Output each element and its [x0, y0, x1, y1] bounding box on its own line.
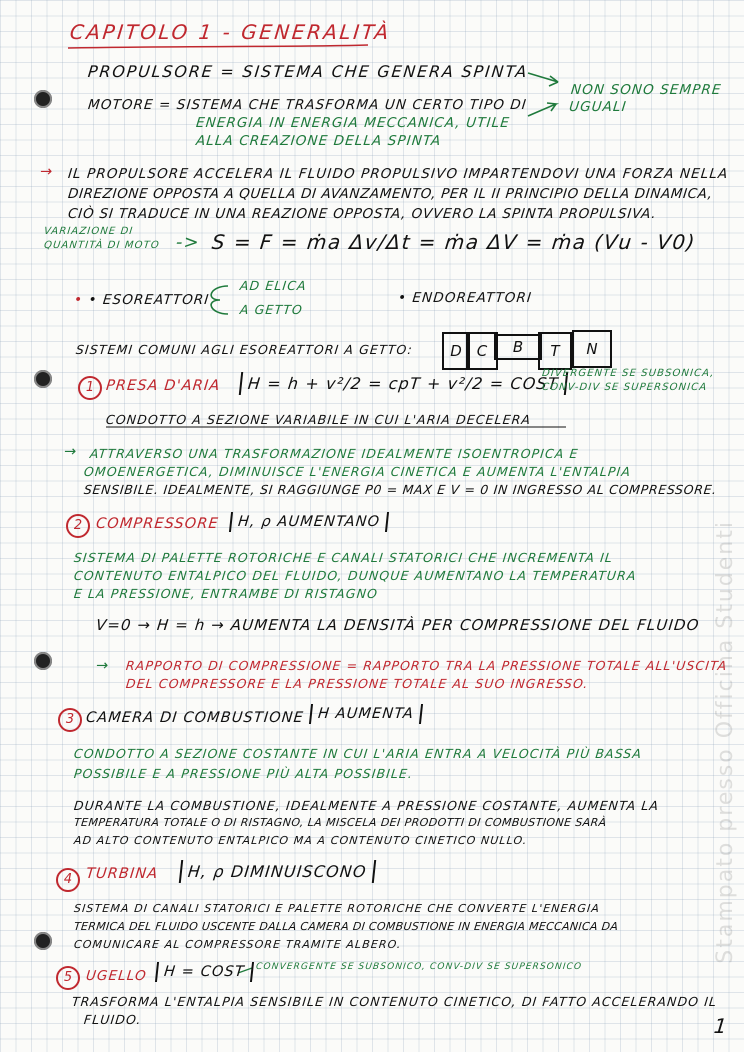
- section-2-number: 2: [66, 514, 90, 538]
- section-4-line-3: COMUNICARE AL COMPRESSORE TRAMITE ALBERO.: [73, 938, 403, 951]
- intro-line-3: CIÒ SI TRADUCE IN UNA REAZIONE OPPOSTA, OVVERO LA SPINTA PROPULSIVA.: [67, 206, 658, 222]
- section-2-line-5: RAPPORTO DI COMPRESSIONE = RAPPORTO TRA LA PRESSIONE TOTALE ALL'USCITA: [125, 658, 729, 673]
- section-3-formula: H AUMENTA: [309, 704, 423, 724]
- section-2-arrow: →: [95, 658, 111, 674]
- class-eso: • • ESOREATTORI: [73, 292, 211, 308]
- formula-arrow: ->: [174, 232, 201, 253]
- page-number: 1: [712, 1014, 730, 1038]
- def-motore-1: MOTORE = SISTEMA CHE TRASFORMA UN CERTO TIPO DI: [87, 97, 528, 113]
- def-motore-2: ENERGIA IN ENERGIA MECCANICA, UTILE: [195, 115, 511, 131]
- section-5-number: 5: [56, 966, 80, 990]
- components-intro: SISTEMI COMUNI AGLI ESOREATTORI A GETTO:: [75, 342, 414, 357]
- arrow-to-note-1: [528, 73, 558, 86]
- section-1-number: 1: [78, 376, 102, 400]
- component-box-b: B: [494, 334, 542, 360]
- section-2-line-1: SISTEMA DI PALETTE ROTORICHE E CANALI STATORICI CHE INCREMENTA IL: [73, 550, 614, 565]
- def-propulsore: PROPULSORE = SISTEMA CHE GENERA SPINTA: [87, 62, 530, 81]
- section-4-number: 4: [56, 868, 80, 892]
- section-4-title: TURBINA: [85, 866, 160, 882]
- section-1-line-3: OMOENERGETICA, DIMINUISCE L'ENERGIA CINETICA E AUMENTA L'ENTALPIA: [83, 464, 632, 479]
- component-box-n: N: [572, 330, 612, 368]
- side-label-2: QUANTITÀ DI MOTO: [43, 240, 161, 251]
- class-elica: AD ELICA: [239, 278, 308, 293]
- section-4-line-1: SISTEMA DI CANALI STATORICI E PALETTE ROTORICHE CHE CONVERTE L'ENERGIA: [73, 902, 601, 915]
- arrow-to-note-2: [528, 103, 556, 116]
- title-underline: [68, 45, 368, 48]
- section-2-line-3: E LA PRESSIONE, ENTRAMBE DI RISTAGNO: [73, 586, 379, 601]
- section-5-formula: H = COST: [155, 962, 254, 982]
- component-box-t: T: [538, 332, 572, 370]
- section-3-line-3: DURANTE LA COMBUSTIONE, IDEALMENTE A PRESSIONE COSTANTE, AUMENTA LA: [73, 798, 660, 813]
- section-4-line-2: TERMICA DEL FLUIDO USCENTE DALLA CAMERA DI COMBUSTIONE IN ENERGIA MECCANICA DA: [73, 920, 619, 933]
- thrust-formula: S = F = ṁa Δv/Δt = ṁa ΔV = ṁa (Vu - V0): [210, 230, 698, 254]
- section-3-number: 3: [58, 708, 82, 732]
- class-getto: A GETTO: [239, 302, 304, 317]
- section-1-line-1: CONDOTTO A SEZIONE VARIABILE IN CUI L'ARIA DECELERA: [105, 412, 532, 427]
- intro-line-2: DIREZIONE OPPOSTA A QUELLA DI AVANZAMENTO, PER IL II PRINCIPIO DELLA DINAMICA,: [67, 186, 714, 202]
- section-2-line-6: DEL COMPRESSORE E LA PRESSIONE TOTALE AL SUO INGRESSO.: [125, 676, 590, 691]
- eso-brace: [211, 286, 228, 314]
- section-1-title: PRESA D'ARIA: [105, 378, 222, 394]
- section-3-line-5: AD ALTO CONTENUTO ENTALPICO MA A CONTENUTO CINETICO NULLO.: [73, 834, 529, 847]
- section-3-line-4: TEMPERATURA TOTALE O DI RISTAGNO, LA MISCELA DEI PRODOTTI DI COMBUSTIONE SARÀ: [73, 816, 608, 829]
- watermark: Stampato presso Officina Studenti: [713, 520, 738, 964]
- side-label-1: VARIAZIONE DI: [43, 226, 134, 237]
- page-title: CAPITOLO 1 - GENERALITÀ: [68, 20, 393, 44]
- section-1-arrow: →: [63, 444, 79, 460]
- section-1-line-4: SENSIBILE. IDEALMENTE, SI RAGGIUNGE P0 = MAX E V = 0 IN INGRESSO AL COMPRESSORE.: [83, 482, 718, 497]
- section-5-line-2: FLUIDO.: [83, 1012, 143, 1027]
- section-1-note-2: CONV-DIV SE SUPERSONICA: [541, 382, 708, 393]
- component-box-c: C: [466, 332, 498, 370]
- section-3-title: CAMERA DI COMBUSTIONE: [85, 710, 305, 726]
- section-5-line-1: TRASFORMA L'ENTALPIA SENSIBILE IN CONTENUTO CINETICO, DI FATTO ACCELERANDO IL: [71, 994, 718, 1009]
- intro-line-1: IL PROPULSORE ACCELERA IL FLUIDO PROPULSIVO IMPARTENDOVI UNA FORZA NELLA: [67, 166, 730, 182]
- section-2-title: COMPRESSORE: [95, 516, 220, 532]
- section-1-line-2: ATTRAVERSO UNA TRASFORMAZIONE IDEALMENTE ISOENTROPICA E: [89, 446, 580, 461]
- section-1-formula: H = h + v²/2 = cpT + v²/2 = COST: [239, 372, 568, 395]
- component-box-d: D: [442, 332, 470, 370]
- section-3-line-1: CONDOTTO A SEZIONE COSTANTE IN CUI L'ARIA ENTRA A VELOCITÀ PIÙ BASSA: [73, 746, 643, 761]
- section-4-formula: H, ρ DIMINUISCONO: [179, 860, 376, 883]
- def-motore-3: ALLA CREAZIONE DELLA SPINTA: [195, 133, 443, 149]
- def-note: NON SONO SEMPRE UGUALI: [568, 82, 723, 115]
- section-2-formula: H, ρ AUMENTANO: [229, 512, 389, 532]
- section-2-line-4: V=0 → H = h → AUMENTA LA DENSITÀ PER COMPRESSIONE DEL FLUIDO: [95, 616, 701, 634]
- section-5-title: UGELLO: [85, 968, 148, 984]
- intro-arrow: →: [39, 164, 55, 180]
- section-3-line-2: POSSIBILE E A PRESSIONE PIÙ ALTA POSSIBILE.: [73, 766, 414, 781]
- section-2-line-2: CONTENUTO ENTALPICO DEL FLUIDO, DUNQUE AUMENTANO LA TEMPERATURA: [73, 568, 638, 583]
- class-endo: • ENDOREATTORI: [397, 290, 533, 306]
- section-1-note-1: DIVERGENTE SE SUBSONICA,: [541, 368, 716, 379]
- section-5-note: CONVERGENTE SE SUBSONICO, CONV-DIV SE SUPERSONICO: [255, 962, 583, 972]
